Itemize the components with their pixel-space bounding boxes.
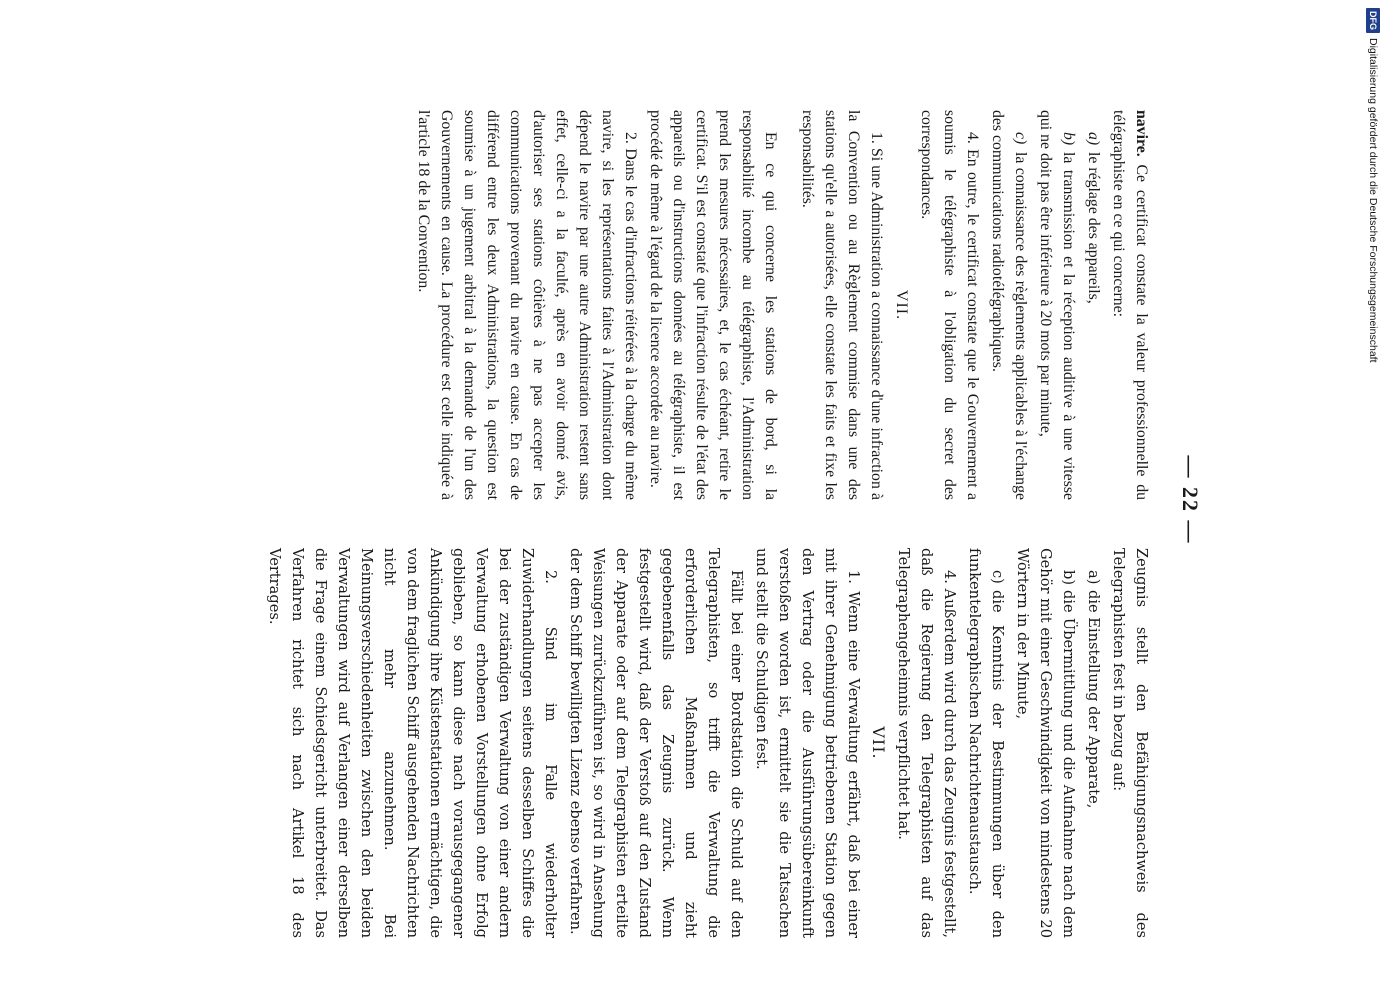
item-text: die Einstellung der Apparate, xyxy=(1085,590,1102,809)
item-text: la connaissance des règlements applicables à l'échange des communications radiotélégraphiques. xyxy=(989,110,1029,500)
french-paragraph-board-stations: En ce qui concerne les stations de bord, si la responsabilité incombe au télégraphiste, l'Administration prend les mesures nécessaires, et, le cas échéant, retire le certificat. S'il est constaté que l'infraction résulte de l'état des appareils ou d'instructions données au télégraphiste, il est procédé de même à l'égard de la licence accordée au navire. xyxy=(647,110,779,500)
item-label: b) xyxy=(1060,570,1077,586)
item-text: die Kenntnis der Bestimmungen über den funkentelegraphischen Nachrichtenaustausch. xyxy=(966,548,1006,938)
german-item-a xyxy=(1082,548,1105,938)
item-label: c) xyxy=(989,570,1006,584)
french-paragraph-4: 4. En outre, le certificat constate que le Gouvernement a soumis le télégraphiste à l'obligation du secret des correspondances. xyxy=(918,110,981,500)
german-item-b xyxy=(1011,548,1080,938)
french-paragraph-2: 2. Dans le cas d'infractions réitérées à la charge du même navire, si les représentations faites à l'Administration dont dépend le navire par une autre Administration restent sans effet, celle-ci a la faculté, après en avoir donné avis, d'autoriser ses stations côtières à ne pas accepter les communications provenant du navire en cause. En cas de différend entre les deux Administrations, la question est soumise à un jugement arbitral à la demande de l'un des Gouvernements en cause. La procédure est celle indiquée à l'article 18 de la Convention. xyxy=(415,110,639,500)
digitization-credit-text: Digitalisierung gefördert durch die Deutsche Forschungsgemeinschaft xyxy=(1367,38,1379,363)
item-text: le réglage des appareils, xyxy=(1085,152,1102,304)
french-item-a xyxy=(1082,110,1105,500)
french-item-b xyxy=(1034,110,1080,500)
french-intro xyxy=(1107,110,1153,500)
german-section-heading: VII. xyxy=(869,726,888,760)
page-number: — 22 — xyxy=(1178,455,1203,545)
digitization-credit xyxy=(1365,8,1381,992)
french-intro-text: Ce certificat constate la valeur professionnelle du télégraphiste en ce qui concerne: xyxy=(1110,110,1150,500)
french-paragraph-1: 1. Si une Administration a connaissance d'une infraction à la Convention ou au Règlement commise dans une des stations qu'elle a autorisées, elle constate les faits et fixe les responsabilités. xyxy=(799,110,885,500)
item-text: la transmission et la réception auditive à une vitesse qui ne doit pas être inférieure à 20 mots par minute, xyxy=(1037,110,1077,500)
french-column xyxy=(412,110,1153,500)
german-column xyxy=(263,548,1153,938)
french-intro-bold: navire. xyxy=(1133,110,1150,157)
german-paragraph-board-stations: Fällt bei einer Bordstation die Schuld auf den Telegraphisten, so trifft die Verwaltung die erforderlichen Maßnahmen und zieht gegebenenfalls das Zeugnis zurück. Wenn festgestellt wird, daß der Verstoß auf den Zustand der Apparate oder auf dem Telegraphisten erteilte Weisungen zurückzuführen ist, so wird in Ansehung der dem Schiff bewilligten Lizenz ebenso verfahren. xyxy=(567,548,745,938)
french-section-heading: VII. xyxy=(893,289,910,321)
item-label: c) xyxy=(1012,132,1029,145)
dfg-logo-icon: DFG xyxy=(1366,8,1380,33)
german-item-c xyxy=(963,548,1009,938)
item-text: die Übermittlung und die Aufnahme nach dem Gehör mit einer Geschwindigkeit von mindestens 20 Wörtern in der Minute, xyxy=(1014,548,1077,938)
german-paragraph-1: 1. Wenn eine Verwaltung erfährt, daß bei einer mit ihrer Genehmigung betriebenen Station gegen den Vertrag oder die Ausführungsübereinkunft verstoßen worden ist, ermittelt sie die Tatsachen und stellt die Schuldigen fest. xyxy=(753,548,862,938)
german-paragraph-4: 4. Außerdem wird durch das Zeugnis festgestellt, daß die Regierung den Telegraphisten auf das Telegraphengeheimnis verpflichtet hat. xyxy=(895,548,958,938)
french-item-c xyxy=(986,110,1032,500)
german-intro: Zeugnis stellt den Befähigungsnachweis des Telegraphisten fest in bezug auf: xyxy=(1110,548,1150,938)
german-paragraph-2: 2. Sind im Falle wiederholter Zuwiderhandlungen seitens desselben Schiffes die bei der zuständigen Verwaltung von einer andern Verwaltung erhobenen Vorstellungen ohne Erfolg geblieben, so kann diese nach vorausgegangener Ankündigung ihre Küstenstationen ermächtigen, die von dem fraglichen Schiff ausgehenden Nachrichten nicht mehr anzunehmen. Bei Meinungsverschiedenheiten zwischen den beiden Verwaltungen wird auf Verlangen einer derselben die Frage einem Schiedsgericht unterbreitet. Das Verfahren richtet sich nach Artikel 18 des Vertrages. xyxy=(266,548,559,938)
item-label: b) xyxy=(1060,132,1077,146)
item-label: a) xyxy=(1085,570,1102,585)
item-label: a) xyxy=(1085,132,1102,146)
